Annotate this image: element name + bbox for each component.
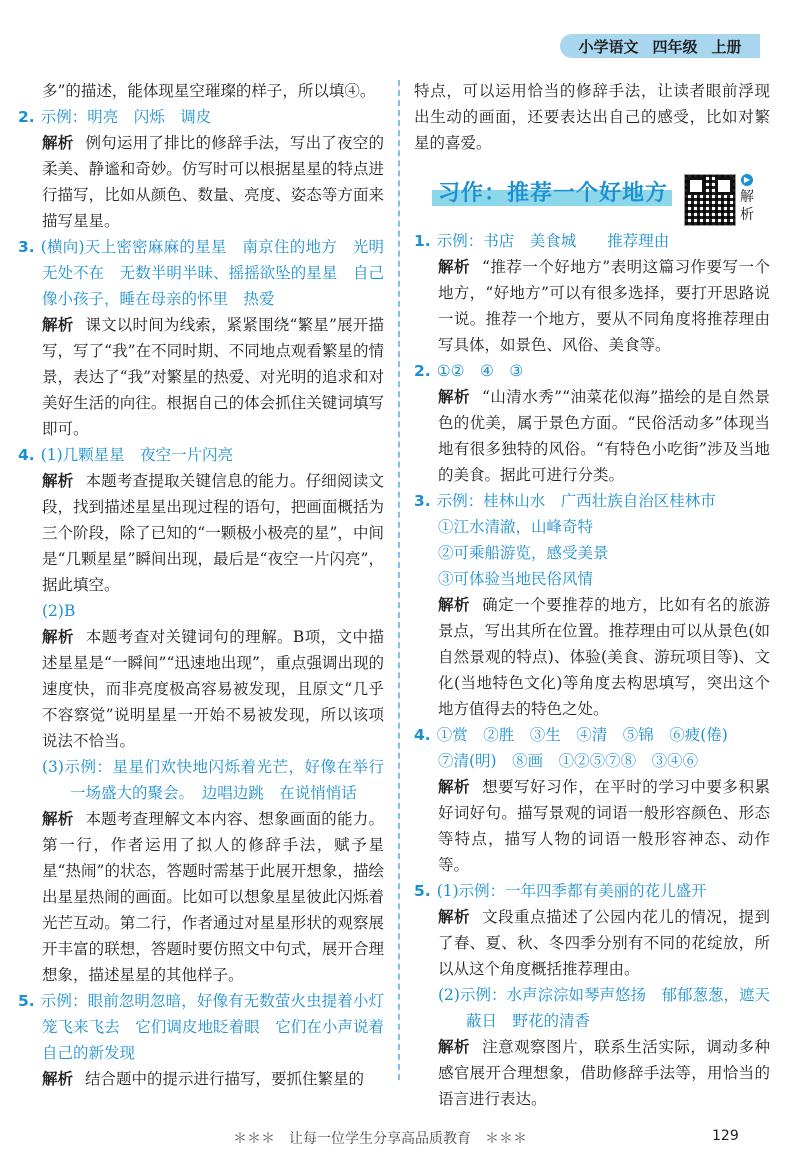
right-q4-answer-1 — [414, 722, 770, 748]
header-subject: 小学语文 — [578, 37, 639, 56]
left-column — [18, 78, 384, 1092]
left-q5-analysis — [18, 1066, 384, 1092]
left-q4-analysis-2 — [18, 624, 384, 754]
right-q3-analysis — [414, 592, 770, 722]
analysis-label: 解析 — [438, 388, 470, 406]
left-q4-analysis-1 — [18, 468, 384, 598]
analysis-label: 解析 — [438, 778, 471, 796]
analysis-text: 确定一个要推荐的地方，比如有名的旅游景点，写出其所在位置。推荐理由可以从景色(如自然景观的特点)、体验(美食、游玩项目等)、文化(当地特色文化)等角度去构思填写，突出这个地方值得去的特色之处。 — [438, 596, 770, 718]
left-q2-analysis — [18, 130, 384, 234]
left-q2-answer — [18, 104, 384, 130]
analysis-label: 解析 — [42, 316, 74, 334]
answer-text: (1)几颗星星 夜空一片闪亮 — [40, 446, 234, 464]
section-title-text: 习作：推荐一个好地方 — [438, 181, 669, 206]
right-q2-answer — [414, 358, 770, 384]
header-volume: 上册 — [711, 37, 742, 56]
analysis-text: 文段重点描述了公园内花儿的情况，提到了春、夏、秋、冬四季分别有不同的花绽放，所以从这个角度概括推荐理由。 — [438, 908, 770, 978]
answer-text: ①赏 ②胜 ③生 ④清 ⑤锦 ⑥疲(倦) — [436, 726, 728, 744]
right-q4-analysis — [414, 774, 770, 878]
page-number: 129 — [712, 1128, 739, 1144]
analysis-text: 本题考查对关键词句的理解。B项，文中描述星星是“一瞬间”“迅速地出现”，重点强调出现的速度快，而非亮度极高容易被发现，且原文“几乎不容察觉”说明星星一开始不易被发现，所以该项说法不恰当。 — [42, 628, 384, 750]
qr-code[interactable] — [684, 174, 736, 226]
play-icon: ▶ — [741, 174, 753, 186]
question-number: 3. — [18, 238, 35, 256]
analysis-text: 课文以时间为线索，紧紧围绕“繁星”展开描写，写了“我”在不同时期、不同地点观看繁星的情景，表达了“我”对繁星的热爱、对光明的追求和对美好生活的向往。根据自己的体会抓住关键词填写即可。 — [42, 316, 384, 438]
analysis-text: 想要写好习作，在平时的学习中要多积累好词好句。描写景观的词语一般形容颜色、形态等特点，描写人物的词语一般形容神态、动作等。 — [438, 778, 770, 874]
right-q2-analysis — [414, 384, 770, 488]
right-column — [414, 78, 770, 1112]
left-q4-answer-2: (2)B — [42, 602, 76, 620]
answer-text: 示例：眼前忽明忽暗，好像有无数萤火虫提着小灯笼飞来飞去 它们调皮地眨着眼 它们在小声说着自己的新发现 — [40, 992, 384, 1062]
analysis-text: 本题考查理解文本内容、想象画面的能力。第一行，作者运用了拟人的修辞手法，赋予星星“热闹”的状态，答题时需基于此展开想象，描绘出星星热闹的画面。比如可以想象星星彼此闪烁着光芒互动。第二行，作者通过对星星形状的观察展开丰富的联想，答题时要仿照文中句式，展开合理想象，描述星星的其他样子。 — [42, 810, 384, 984]
analysis-label: 解析 — [42, 628, 74, 646]
analysis-text: 结合题中的提示进行描写，要抓住繁星的 — [85, 1070, 365, 1088]
answer-text: ①② ④ ③ — [436, 362, 524, 380]
answer-text: 示例：桂林山水 广西壮族自治区桂林市 — [436, 492, 716, 510]
question-number: 4. — [18, 446, 35, 464]
right-q5-answer-2: (2)示例：水声淙淙如琴声悠扬 郁郁葱葱，遮天蔽日 野花的清香 — [438, 986, 770, 1030]
qr-label-2: 析 — [740, 207, 754, 223]
analysis-text: “山清水秀”“油菜花似海”描绘的是自然景色的优美，属于景色方面。“民俗活动多”体现当地有很多独特的风俗。“有特色小吃街”涉及当地的美食。据此可进行分类。 — [438, 388, 770, 484]
right-continuation: 特点，可以运用恰当的修辞手法，让读者眼前浮现出生动的画面，还要表达出自己的感受，比如对繁星的喜爱。 — [414, 82, 770, 152]
qr-code-block[interactable] — [684, 174, 754, 226]
left-q3-analysis — [18, 312, 384, 442]
answer-text: 示例：明亮 闪烁 调皮 — [40, 108, 212, 126]
question-number: 1. — [414, 232, 431, 250]
question-number: 2. — [18, 108, 35, 126]
right-q5-analysis-2 — [414, 1034, 770, 1112]
left-q4-answer-1 — [18, 442, 384, 468]
left-q4-analysis-3 — [18, 806, 384, 988]
right-q3-answer — [414, 488, 770, 514]
right-q1-answer — [414, 228, 770, 254]
analysis-label: 解析 — [438, 596, 471, 614]
right-q5-analysis-1 — [414, 904, 770, 982]
column-divider — [398, 80, 400, 1080]
left-continuation: 多”的描述，能体现星空璀璨的样子，所以填④。 — [42, 82, 376, 100]
header-grade: 四年级 — [652, 37, 698, 56]
question-number: 5. — [18, 992, 35, 1010]
answer-text: (1)示例：一年四季都有美丽的花儿盛开 — [436, 882, 707, 900]
analysis-label: 解析 — [438, 908, 471, 926]
qr-label — [740, 174, 754, 224]
left-q3-answer — [18, 234, 384, 312]
left-q4-answer-3: (3)示例：星星们欢快地闪烁着光芒，好像在举行一场盛大的聚会。 边唱边跳 在说悄悄话 — [42, 758, 384, 802]
question-number: 5. — [414, 882, 431, 900]
question-number: 2. — [414, 362, 431, 380]
analysis-label: 解析 — [438, 258, 470, 276]
right-q3-reason-2: ②可乘船游览，感受美景 — [438, 544, 609, 562]
section-title — [432, 174, 770, 223]
footer-slogan: ＊＊＊ 让每一位学生分享高品质教育 ＊＊＊ — [233, 1131, 527, 1147]
analysis-text: 注意观察图片，联系生活实际，调动多种感官展开合理想象，借助修辞手法等，用恰当的语言进行表达。 — [438, 1038, 770, 1108]
analysis-label: 解析 — [42, 134, 74, 152]
left-q5-answer — [18, 988, 384, 1066]
answer-text: 示例：书店 美食城 推荐理由 — [436, 232, 670, 250]
question-number: 3. — [414, 492, 431, 510]
analysis-text: “推荐一个好地方”表明这篇习作要写一个地方，“好地方”可以有很多选择，要打开思路说一说。推荐一个地方，要从不同角度将推荐理由写具体，如景色、风俗、美食等。 — [438, 258, 770, 354]
analysis-text: 本题考查提取关键信息的能力。仔细阅读文段，找到描述星星出现过程的语句，把画面概括为三个阶段，除了已知的“一颗极小极亮的星”，中间是“几颗星星”瞬间出现，最后是“夜空一片闪亮”，据此填空。 — [42, 472, 384, 594]
right-q3-reason-3: ③可体验当地民俗风情 — [438, 570, 594, 588]
answer-text: (横向)天上密密麻麻的星星 南京住的地方 光明无处不在 无数半明半昧、摇摇欲坠的星星 自己像小孩子，睡在母亲的怀里 热爱 — [40, 238, 384, 308]
analysis-label: 解析 — [42, 810, 74, 828]
analysis-label: 解析 — [438, 1038, 471, 1056]
analysis-label: 解析 — [42, 472, 74, 490]
right-q5-answer-1 — [414, 878, 770, 904]
qr-label-1: 解 — [740, 189, 754, 205]
question-number: 4. — [414, 726, 431, 744]
right-q1-analysis — [414, 254, 770, 358]
analysis-label: 解析 — [42, 1070, 74, 1088]
right-q3-reason-1: ①江水清澈，山峰奇特 — [438, 518, 594, 536]
analysis-text: 例句运用了排比的修辞手法，写出了夜空的柔美、静谧和奇妙。仿写时可以根据星星的特点进行描写，比如从颜色、数量、亮度、姿态等方面来描写星星。 — [42, 134, 384, 230]
right-q4-answer-2: ⑦清(明) ⑧画 ①②⑤⑦⑧ ③④⑥ — [438, 752, 699, 770]
header-tab — [560, 34, 760, 58]
